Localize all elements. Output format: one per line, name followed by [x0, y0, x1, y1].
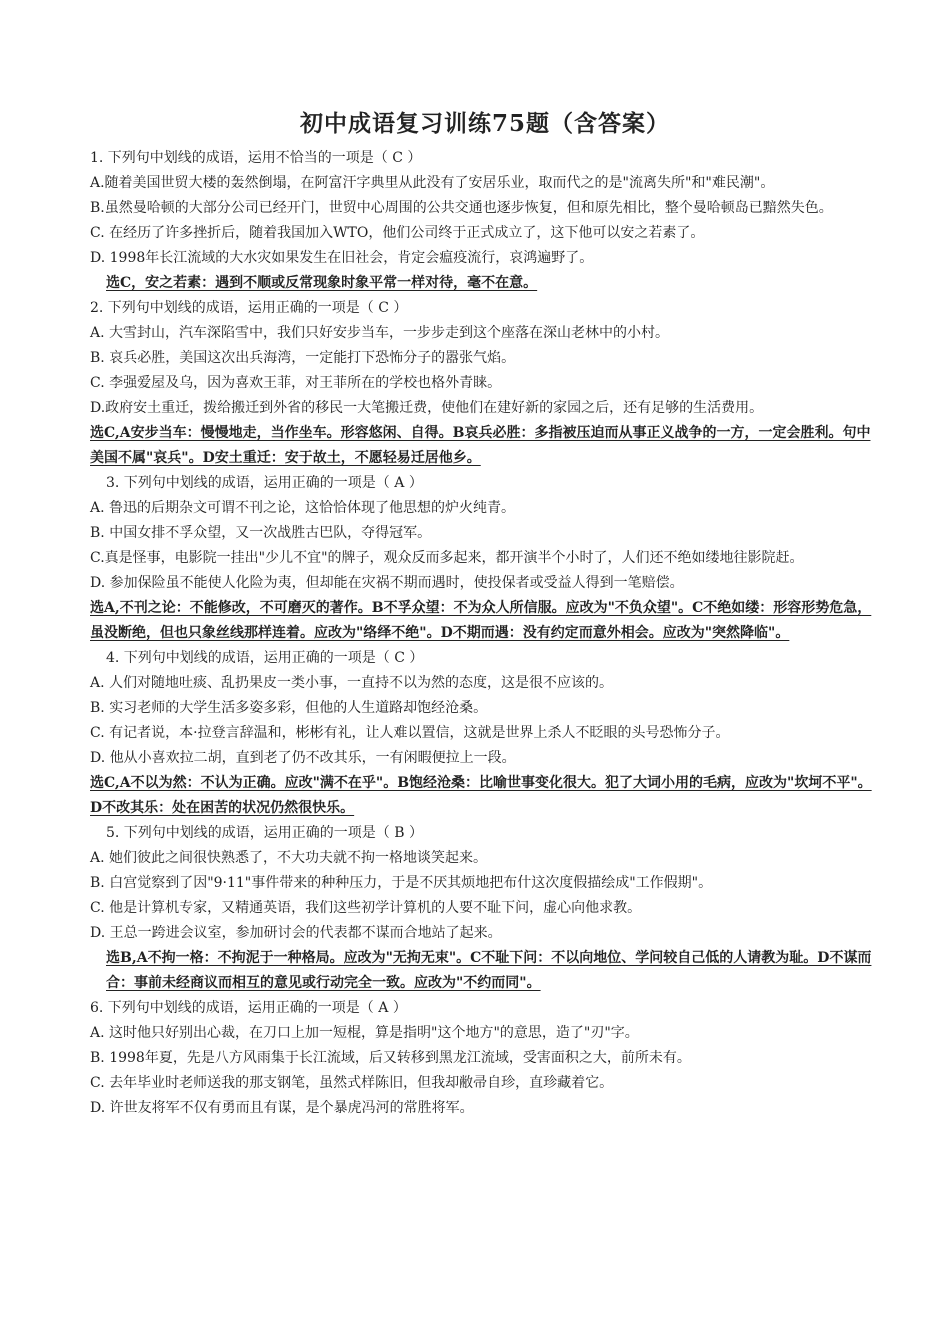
document-page [90, 106, 880, 1121]
answer-explanation: 选C，安之若素：遇到不顺或反常现象时象平常一样对待，毫不在意。 [106, 275, 538, 291]
document-body [90, 146, 880, 1121]
answer-option: C. 去年毕业时老师送我的那支钢笔，虽然式样陈旧，但我却敝帚自珍，直珍藏着它。 [90, 1075, 614, 1091]
answer-option: C. 有记者说，本·拉登言辞温和，彬彬有礼，让人难以置信，这就是世界上杀人不眨眼的头号恐怖分子。 [90, 725, 730, 741]
answer-option: B.虽然曼哈顿的大部分公司已经开门，世贸中心周围的公共交通也逐步恢复，但和原先相比，整个曼哈顿岛已黯然失色。 [90, 200, 833, 216]
answer-option: C. 李强爱屋及乌，因为喜欢王菲，对王菲所在的学校也格外青睐。 [90, 375, 502, 391]
question-stem: 1. 下列句中划线的成语，运用不恰当的一项是（ C ） [90, 150, 422, 166]
answer-option: A. 大雪封山，汽车深陷雪中，我们只好安步当车，一步步走到这个座落在深山老林中的小村。 [90, 325, 670, 341]
answer-option: B. 白宫觉察到了因"9·11"事件带来的种种压力，于是不厌其烦地把布什这次度假描绘成"工作假期"。 [90, 875, 713, 891]
answer-option: D. 许世友将军不仅有勇而且有谋，是个暴虎冯河的常胜将军。 [90, 1100, 474, 1116]
answer-option: A. 她们彼此之间很快熟悉了，不大功夫就不拘一格地谈笑起来。 [90, 850, 488, 866]
answer-option: A. 这时他只好别出心裁，在刀口上加一短棍，算是指明"这个地方"的意思，造了"刃"字。 [90, 1025, 639, 1041]
answer-option: B. 中国女排不孚众望，又一次战胜古巴队，夺得冠军。 [90, 525, 432, 541]
answer-option: A.随着美国世贸大楼的轰然倒塌，在阿富汗字典里从此没有了安居乐业，取而代之的是"流离失所"和"难民潮"。 [90, 175, 775, 191]
answer-option: B. 哀兵必胜，美国这次出兵海湾，一定能打下恐怖分子的嚣张气焰。 [90, 350, 516, 366]
question-stem: 5. 下列句中划线的成语，运用正确的一项是（ B ） [106, 825, 423, 841]
question-stem: 2. 下列句中划线的成语，运用正确的一项是（ C ） [90, 300, 408, 316]
answer-explanation: 选B,A不拘一格：不拘泥于一种格局。应改为"无拘无束"。C不耻下问：不以向地位、学问较自己低的人请教为耻。D不谋而合：事前未经商议而相互的意见或行动完全一致。应改为"不约而同"。 [106, 950, 872, 991]
answer-option: C.真是怪事，电影院一挂出"少儿不宜"的牌子，观众反而多起来，都开演半个小时了，人们还不绝如缕地往影院赶。 [90, 550, 804, 566]
answer-option: A. 鲁迅的后期杂文可谓不刊之论，这恰恰体现了他思想的炉火纯青。 [90, 500, 516, 516]
question-stem: 3. 下列句中划线的成语，运用正确的一项是（ A ） [106, 475, 423, 491]
answer-option: A. 人们对随地吐痰、乱扔果皮一类小事，一直持不以为然的态度，这是很不应该的。 [90, 675, 614, 691]
answer-option: C. 他是计算机专家，又精通英语，我们这些初学计算机的人要不耻下问，虚心向他求教。 [90, 900, 642, 916]
answer-option: D. 他从小喜欢拉二胡，直到老了仍不改其乐，一有闲暇便拉上一段。 [90, 750, 516, 766]
answer-option: D. 王总一跨进会议室，参加研讨会的代表都不谋而合地站了起来。 [90, 925, 502, 941]
answer-explanation: 选C,A安步当车：慢慢地走，当作坐车。形容悠闲、自得。B哀兵必胜：多指被压迫而从事正义战争的一方，一定会胜利。句中美国不属"哀兵"。D安土重迁：安于故土，不愿轻易迁居他乡。 [90, 425, 871, 466]
answer-option: D.政府安土重迁，拨给搬迁到外省的移民一大笔搬迁费，使他们在建好新的家园之后，还有足够的生活费用。 [90, 400, 764, 416]
answer-option: B. 实习老师的大学生活多姿多彩，但他的人生道路却饱经沧桑。 [90, 700, 488, 716]
question-stem: 4. 下列句中划线的成语，运用正确的一项是（ C ） [106, 650, 424, 666]
answer-option: B. 1998年夏，先是八方风雨集于长江流域，后又转移到黑龙江流域，受害面积之大，前所未有。 [90, 1050, 691, 1066]
question-stem: 6. 下列句中划线的成语，运用正确的一项是（ A ） [90, 1000, 407, 1016]
answer-option: D. 1998年长江流域的大水灾如果发生在旧社会，肯定会瘟疫流行，哀鸿遍野了。 [90, 250, 594, 266]
answer-explanation: 选C,A不以为然：不认为正确。应改"满不在乎"。B饱经沧桑：比喻世事变化很大。犯了大词小用的毛病，应改为"坎坷不平"。D不改其乐：处在困苦的状况仍然很快乐。 [90, 775, 872, 816]
answer-option: D. 参加保险虽不能使人化险为夷，但却能在灾祸不期而遇时，使投保者或受益人得到一笔赔偿。 [90, 575, 684, 591]
document-title: 初中成语复习训练75题（含答案） [299, 110, 670, 137]
answer-explanation: 选A,不刊之论：不能修改，不可磨灭的著作。B不孚众望：不为众人所信服。应改为"不负众望"。C不绝如缕：形容形势危急，虽没断绝，但也只象丝线那样连着。应改为"络绎不绝"。D不期而遇：没有约定而意外相会。应改为"突然降临"。 [90, 600, 872, 641]
answer-option: C. 在经历了许多挫折后，随着我国加入WTO，他们公司终于正式成立了，这下他可以安之若素了。 [90, 225, 705, 241]
